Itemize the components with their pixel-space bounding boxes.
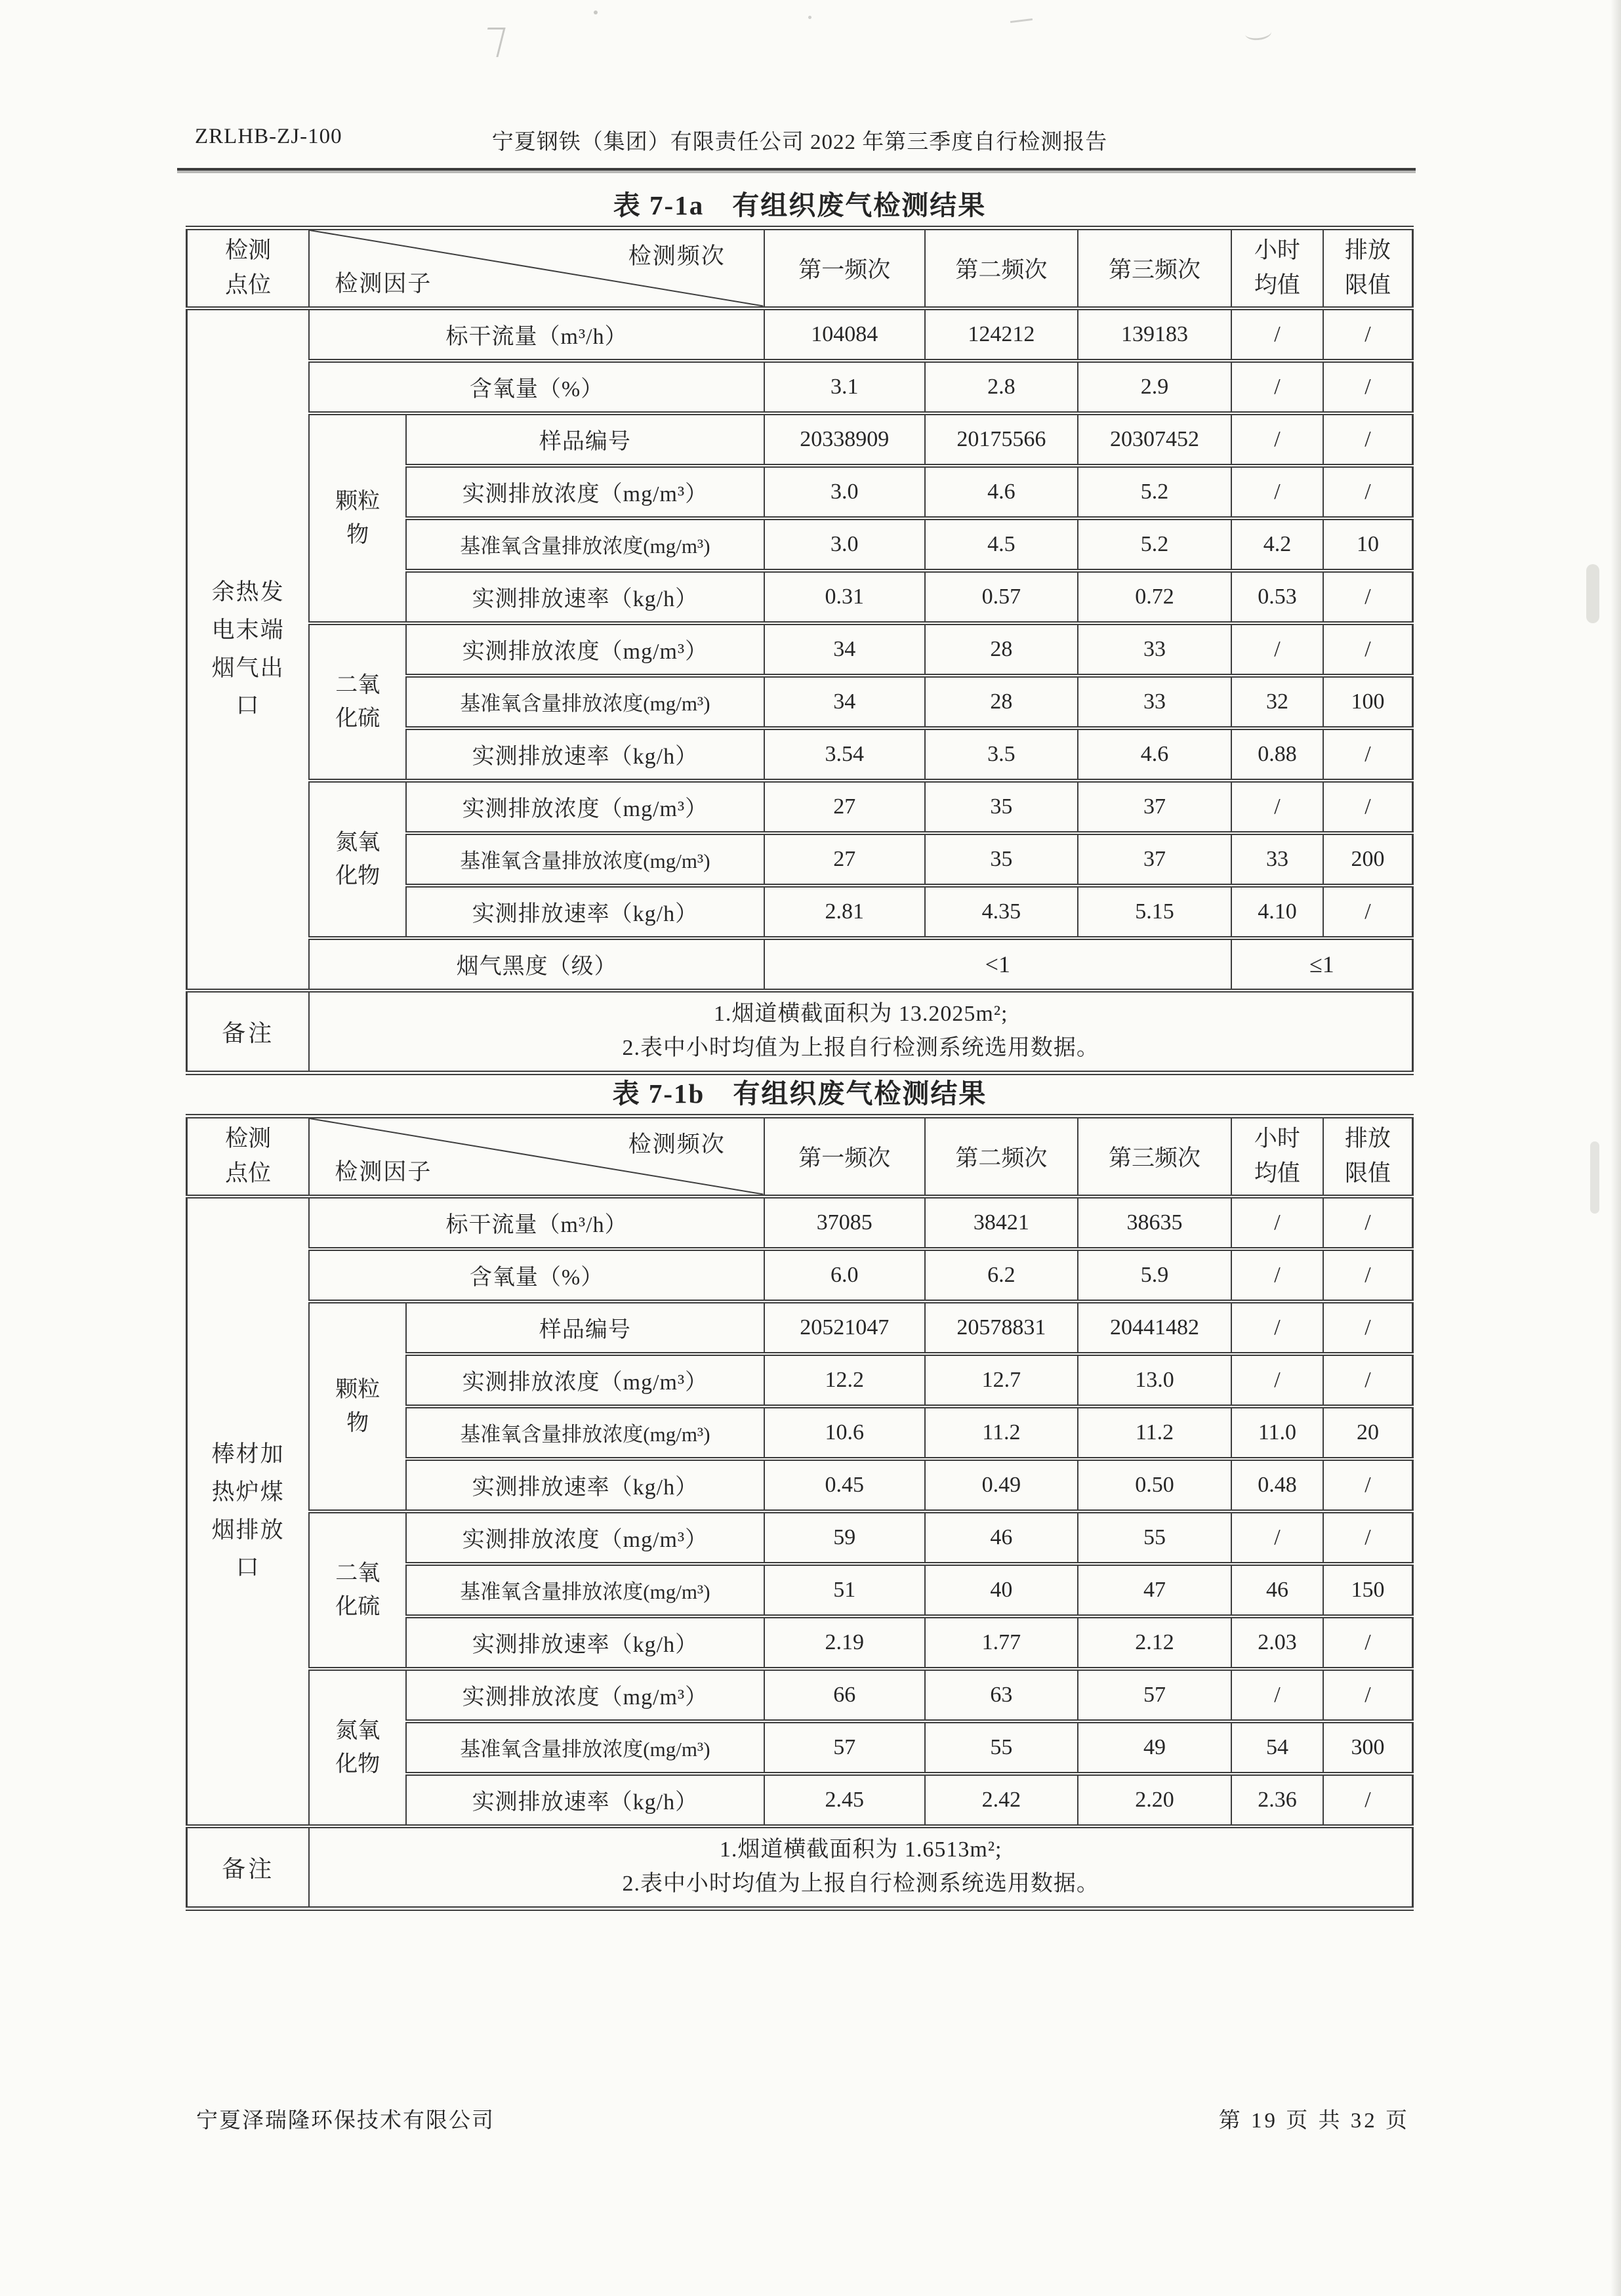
value-cell: /	[1231, 1249, 1323, 1302]
value-cell: /	[1231, 1354, 1323, 1406]
value-cell: 32	[1231, 676, 1323, 728]
value-cell: 49	[1078, 1721, 1231, 1774]
pollutant-group-cell	[309, 781, 406, 938]
value-cell: 3.0	[764, 466, 925, 518]
row-label: 实测排放速率（kg/h）	[406, 571, 764, 623]
monitoring-point-text: 棒材加热炉煤烟排放口	[211, 1441, 285, 1581]
value-cell: 54	[1231, 1721, 1323, 1774]
value-cell: /	[1323, 466, 1412, 518]
value-cell: 150	[1323, 1564, 1412, 1616]
monitoring-results-table	[186, 226, 1414, 1075]
value-cell: 2.81	[764, 886, 925, 938]
header-emission-limit-text: 排放限值	[1345, 1126, 1391, 1186]
table-block-7-1b	[186, 1076, 1414, 1911]
monitoring-point-cell	[187, 308, 310, 991]
value-cell: 4.5	[925, 518, 1078, 571]
value-cell: 5.15	[1078, 886, 1231, 938]
table-row	[187, 1249, 1413, 1302]
value-cell: 37	[1078, 833, 1231, 886]
value-cell: 46	[1231, 1564, 1323, 1616]
value-cell: 2.45	[764, 1774, 925, 1826]
value-cell: /	[1323, 1302, 1412, 1354]
table-header	[187, 228, 1413, 308]
pollutant-group-cell	[309, 623, 406, 781]
row-label: 基准氧含量排放浓度(mg/m³)	[406, 518, 764, 571]
value-cell: 20578831	[925, 1302, 1078, 1354]
value-cell: 20307452	[1078, 413, 1231, 466]
pollutant-group-text: 颗粒物	[335, 1377, 380, 1435]
value-cell: 2.42	[925, 1774, 1078, 1826]
table-body	[187, 1197, 1413, 1909]
table-row	[187, 1511, 1413, 1564]
remark-row	[187, 1826, 1413, 1909]
scan-artifact	[808, 16, 811, 19]
value-cell: 0.45	[764, 1459, 925, 1511]
header-diagonal-cell	[309, 1117, 764, 1197]
value-cell: 55	[925, 1721, 1078, 1774]
value-cell: 100	[1323, 676, 1412, 728]
value-cell: 5.9	[1078, 1249, 1231, 1302]
header-emission-limit-text: 排放限值	[1345, 237, 1391, 298]
value-cell: 66	[764, 1669, 925, 1721]
remark-line: 2.表中小时均值为上报自行检测系统选用数据。	[622, 1872, 1099, 1896]
table-row	[187, 308, 1413, 361]
pollutant-group-cell	[309, 413, 406, 623]
value-cell: 104084	[764, 308, 925, 361]
page-header	[186, 123, 1414, 154]
value-cell: 20521047	[764, 1302, 925, 1354]
value-cell: /	[1323, 1616, 1412, 1669]
smoke-limit-value: ≤1	[1231, 938, 1413, 991]
value-cell: /	[1231, 1511, 1323, 1564]
value-cell: /	[1231, 413, 1323, 466]
header-frequency-2: 第二频次	[925, 228, 1078, 308]
header-factor-label: 检测因子	[335, 1158, 432, 1185]
value-cell: 34	[764, 623, 925, 676]
value-cell: 6.0	[764, 1249, 925, 1302]
value-cell: 139183	[1078, 308, 1231, 361]
header-frequency-3: 第三频次	[1078, 228, 1231, 308]
table-header	[187, 1117, 1413, 1197]
value-cell: /	[1323, 1197, 1412, 1249]
value-cell: 11.2	[925, 1406, 1078, 1459]
footer-page-number: 第 19 页 共 32 页	[1218, 2109, 1410, 2133]
table-row	[187, 361, 1413, 413]
value-cell: 57	[764, 1721, 925, 1774]
table-block-7-1a	[186, 188, 1414, 1075]
header-hour-average-text: 小时均值	[1254, 1126, 1300, 1186]
value-cell: 3.1	[764, 361, 925, 413]
value-cell: 38635	[1078, 1197, 1231, 1249]
header-frequency-2: 第二频次	[925, 1117, 1078, 1197]
remark-row	[187, 991, 1413, 1073]
value-cell: 0.31	[764, 571, 925, 623]
value-cell: 55	[1078, 1511, 1231, 1564]
scan-artifact	[594, 10, 598, 14]
remark-label: 备注	[187, 1826, 310, 1909]
pollutant-group-text: 颗粒物	[335, 489, 380, 547]
row-label: 基准氧含量排放浓度(mg/m³)	[406, 676, 764, 728]
row-label: 烟气黑度（级）	[309, 938, 764, 991]
row-label: 实测排放速率（kg/h）	[406, 728, 764, 781]
value-cell: 28	[925, 623, 1078, 676]
value-cell: /	[1323, 781, 1412, 833]
value-cell: 2.19	[764, 1616, 925, 1669]
value-cell: /	[1323, 1511, 1412, 1564]
row-label: 标干流量（m³/h）	[309, 1197, 764, 1249]
table-row	[187, 1669, 1413, 1721]
value-cell: /	[1323, 1459, 1412, 1511]
value-cell: 300	[1323, 1721, 1412, 1774]
value-cell: /	[1323, 886, 1412, 938]
value-cell: /	[1323, 1669, 1412, 1721]
value-cell: /	[1323, 1249, 1412, 1302]
row-label: 标干流量（m³/h）	[309, 308, 764, 361]
value-cell: 27	[764, 781, 925, 833]
value-cell: 28	[925, 676, 1078, 728]
value-cell: /	[1323, 1354, 1412, 1406]
value-cell: 47	[1078, 1564, 1231, 1616]
value-cell: 2.12	[1078, 1616, 1231, 1669]
value-cell: 34	[764, 676, 925, 728]
value-cell: 4.2	[1231, 518, 1323, 571]
header-point-text: 检测点位	[225, 237, 272, 298]
pollutant-group-cell	[309, 1511, 406, 1669]
value-cell: /	[1323, 623, 1412, 676]
value-cell: 2.8	[925, 361, 1078, 413]
value-cell: 20	[1323, 1406, 1412, 1459]
table-7-1a	[186, 226, 1414, 1075]
header-rule	[177, 168, 1416, 171]
value-cell: 3.54	[764, 728, 925, 781]
scan-artifact	[1010, 18, 1033, 23]
value-cell: 11.2	[1078, 1406, 1231, 1459]
header-hour-average-text: 小时均值	[1254, 237, 1300, 298]
value-cell: /	[1231, 623, 1323, 676]
value-cell: 12.7	[925, 1354, 1078, 1406]
row-label: 实测排放浓度（mg/m³）	[406, 1354, 764, 1406]
pollutant-group-cell	[309, 1302, 406, 1511]
row-label: 实测排放浓度（mg/m³）	[406, 466, 764, 518]
value-cell: /	[1231, 781, 1323, 833]
value-cell: 4.35	[925, 886, 1078, 938]
header-frequency-1: 第一频次	[764, 1117, 925, 1197]
value-cell: 1.77	[925, 1616, 1078, 1669]
value-cell: 57	[1078, 1669, 1231, 1721]
value-cell: /	[1323, 1774, 1412, 1826]
value-cell: /	[1231, 308, 1323, 361]
value-cell: 5.2	[1078, 466, 1231, 518]
value-cell: 33	[1078, 676, 1231, 728]
value-cell: 11.0	[1231, 1406, 1323, 1459]
value-cell: 5.2	[1078, 518, 1231, 571]
value-cell: 20338909	[764, 413, 925, 466]
table-7-1a-title: 表 7-1a 有组织废气检测结果	[613, 190, 987, 220]
header-frequency-label: 检测频次	[628, 1132, 726, 1157]
value-cell: 59	[764, 1511, 925, 1564]
value-cell: 40	[925, 1564, 1078, 1616]
value-cell: 3.5	[925, 728, 1078, 781]
value-cell: 63	[925, 1669, 1078, 1721]
value-cell: /	[1323, 308, 1412, 361]
value-cell: 38421	[925, 1197, 1078, 1249]
pollutant-group-text: 二氧化硫	[335, 672, 380, 731]
value-cell: 6.2	[925, 1249, 1078, 1302]
header-factor-label: 检测因子	[335, 270, 432, 297]
value-cell: 33	[1231, 833, 1323, 886]
value-cell: 37085	[764, 1197, 925, 1249]
value-cell: 0.72	[1078, 571, 1231, 623]
remark-content	[309, 1826, 1412, 1909]
value-cell: 0.49	[925, 1459, 1078, 1511]
value-cell: 2.36	[1231, 1774, 1323, 1826]
header-diagonal-cell	[309, 228, 764, 308]
pollutant-group-cell	[309, 1669, 406, 1826]
row-label: 实测排放浓度（mg/m³）	[406, 1669, 764, 1721]
row-label: 样品编号	[406, 1302, 764, 1354]
table-header-row	[187, 1117, 1413, 1197]
smoke-blackness-row	[187, 938, 1413, 991]
scan-edge-shade	[1611, 0, 1621, 2296]
value-cell: /	[1231, 361, 1323, 413]
row-label: 实测排放浓度（mg/m³）	[406, 781, 764, 833]
value-cell: 10	[1323, 518, 1412, 571]
value-cell: 2.20	[1078, 1774, 1231, 1826]
table-7-1b-title: 表 7-1b 有组织废气检测结果	[612, 1078, 987, 1109]
scan-artifact	[1244, 25, 1272, 41]
row-label: 基准氧含量排放浓度(mg/m³)	[406, 1406, 764, 1459]
footer-company-name: 宁夏泽瑞隆环保技术有限公司	[196, 2109, 495, 2133]
value-cell: 10.6	[764, 1406, 925, 1459]
value-cell: 33	[1078, 623, 1231, 676]
smoke-frequency-value: <1	[764, 938, 1231, 991]
header-hour-average	[1231, 1117, 1323, 1197]
value-cell: 13.0	[1078, 1354, 1231, 1406]
header-frequency-1: 第一频次	[764, 228, 925, 308]
remark-line: 2.表中小时均值为上报自行检测系统选用数据。	[622, 1036, 1099, 1061]
value-cell: 20175566	[925, 413, 1078, 466]
value-cell: /	[1231, 466, 1323, 518]
table-row	[187, 781, 1413, 833]
header-emission-limit	[1323, 1117, 1412, 1197]
header-point-label	[187, 1117, 310, 1197]
value-cell: 3.0	[764, 518, 925, 571]
scan-artifact	[1586, 564, 1599, 623]
value-cell: 35	[925, 833, 1078, 886]
value-cell: 2.9	[1078, 361, 1231, 413]
value-cell: /	[1231, 1302, 1323, 1354]
value-cell: 124212	[925, 308, 1078, 361]
remark-line: 1.烟道横截面积为 13.2025m²;	[713, 1001, 1008, 1026]
row-label: 实测排放速率（kg/h）	[406, 1459, 764, 1511]
document-title: 宁夏钢铁（集团）有限责任公司 2022 年第三季度自行检测报告	[491, 131, 1108, 154]
value-cell: 4.6	[1078, 728, 1231, 781]
value-cell: 12.2	[764, 1354, 925, 1406]
value-cell: 37	[1078, 781, 1231, 833]
value-cell: /	[1323, 361, 1412, 413]
header-frequency-label: 检测频次	[628, 243, 726, 269]
value-cell: 4.6	[925, 466, 1078, 518]
table-7-1b	[186, 1114, 1414, 1911]
header-point-text: 检测点位	[225, 1126, 272, 1186]
row-label: 基准氧含量排放浓度(mg/m³)	[406, 1564, 764, 1616]
row-label: 样品编号	[406, 413, 764, 466]
value-cell: 4.10	[1231, 886, 1323, 938]
row-label: 基准氧含量排放浓度(mg/m³)	[406, 1721, 764, 1774]
row-label: 基准氧含量排放浓度(mg/m³)	[406, 833, 764, 886]
value-cell: /	[1323, 571, 1412, 623]
value-cell: 0.57	[925, 571, 1078, 623]
value-cell: 0.88	[1231, 728, 1323, 781]
table-row	[187, 413, 1413, 466]
value-cell: 51	[764, 1564, 925, 1616]
monitoring-point-text: 余热发电末端烟气出口	[211, 579, 285, 719]
pollutant-group-text: 二氧化硫	[335, 1561, 380, 1619]
header-point-label	[187, 228, 310, 308]
table-header-row	[187, 228, 1413, 308]
row-label: 实测排放速率（kg/h）	[406, 1616, 764, 1669]
row-label: 含氧量（%）	[309, 361, 764, 413]
table-row	[187, 1302, 1413, 1354]
value-cell: /	[1231, 1197, 1323, 1249]
document-code: ZRLHB-ZJ-100	[195, 125, 342, 148]
table-row	[187, 1197, 1413, 1249]
header-emission-limit	[1323, 228, 1412, 308]
remark-line: 1.烟道横截面积为 1.6513m²;	[719, 1837, 1002, 1862]
row-label: 实测排放浓度（mg/m³）	[406, 623, 764, 676]
remark-content	[309, 991, 1412, 1073]
value-cell: /	[1323, 413, 1412, 466]
pollutant-group-text: 氮氧化物	[335, 830, 380, 888]
row-label: 实测排放速率（kg/h）	[406, 886, 764, 938]
value-cell: /	[1231, 1669, 1323, 1721]
value-cell: 46	[925, 1511, 1078, 1564]
monitoring-point-cell	[187, 1197, 310, 1826]
table-row	[187, 623, 1413, 676]
value-cell: 27	[764, 833, 925, 886]
scan-artifact	[1590, 1141, 1599, 1214]
table-body	[187, 308, 1413, 1073]
row-label: 实测排放浓度（mg/m³）	[406, 1511, 764, 1564]
pollutant-group-text: 氮氧化物	[335, 1718, 380, 1776]
header-hour-average	[1231, 228, 1323, 308]
value-cell: 0.50	[1078, 1459, 1231, 1511]
monitoring-results-table	[186, 1114, 1414, 1911]
remark-label: 备注	[187, 991, 310, 1073]
row-label: 含氧量（%）	[309, 1249, 764, 1302]
row-label: 实测排放速率（kg/h）	[406, 1774, 764, 1826]
header-frequency-3: 第三频次	[1078, 1117, 1231, 1197]
scan-artifact	[480, 28, 505, 57]
value-cell: 200	[1323, 833, 1412, 886]
value-cell: /	[1323, 728, 1412, 781]
value-cell: 35	[925, 781, 1078, 833]
value-cell: 0.53	[1231, 571, 1323, 623]
value-cell: 0.48	[1231, 1459, 1323, 1511]
value-cell: 2.03	[1231, 1616, 1323, 1669]
value-cell: 20441482	[1078, 1302, 1231, 1354]
